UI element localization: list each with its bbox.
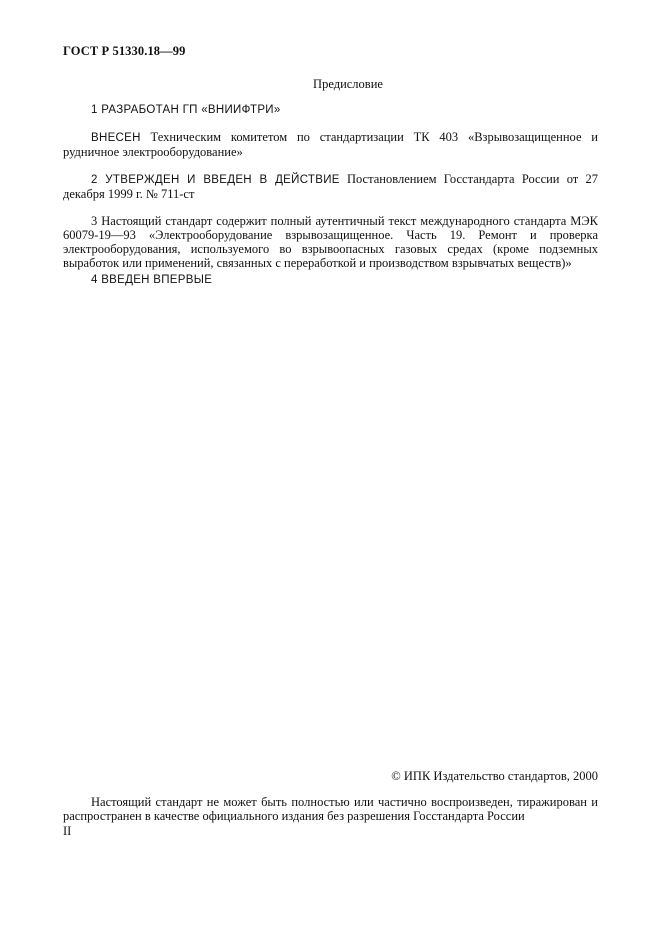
paragraph-first-introduced: [63, 272, 598, 287]
paragraph-introduced-by-lead: ВНЕСЕН: [91, 132, 141, 144]
paragraph-introduced-by: [63, 130, 598, 159]
reproduction-notice-text: Настоящий стандарт не может быть полностью или частично воспроизведен, тиражирован и распространен в качестве официального издания без разрешения Госстандарта России: [63, 795, 598, 823]
copyright-notice: © ИПК Издательство стандартов, 2000: [391, 769, 598, 783]
paragraph-approved-text: Постановлением Госстандарта России от 27 декабря 1999 г. № 711-ст: [63, 172, 598, 201]
paragraph-introduced-by-text: Техническим комитетом по стандартизации ТК 403 «Взрывозащищенное и рудничное электрооборудование»: [63, 130, 598, 159]
paragraph-first-introduced-text: 4 ВВЕДЕН ВПЕРВЫЕ: [91, 274, 213, 286]
paragraph-developed-by-text: 1 РАЗРАБОТАН ГП «ВНИИФТРИ»: [91, 104, 281, 116]
paragraph-approved: [63, 172, 598, 201]
page-title: Предисловие: [313, 77, 383, 91]
paragraph-developed-by: [63, 102, 598, 117]
paragraph-approved-lead: 2 УТВЕРЖДЕН И ВВЕДЕН В ДЕЙСТВИЕ: [91, 174, 340, 186]
document-code: ГОСТ Р 51330.18—99: [63, 44, 186, 58]
paragraph-authentic-text: [63, 214, 598, 270]
reproduction-notice: [63, 795, 598, 823]
page-number: II: [63, 824, 72, 838]
paragraph-authentic-text-body: 3 Настоящий стандарт содержит полный аутентичный текст международного стандарта МЭК 60079-19—93 «Электрооборудование взрывозащищенное. Часть 19. Ремонт и проверка электрооборудования, используемого во взрывоопасных газовых средах (кроме подземных выработок или применений, связанных с переработкой и производством взрывчатых веществ)»: [63, 214, 598, 270]
